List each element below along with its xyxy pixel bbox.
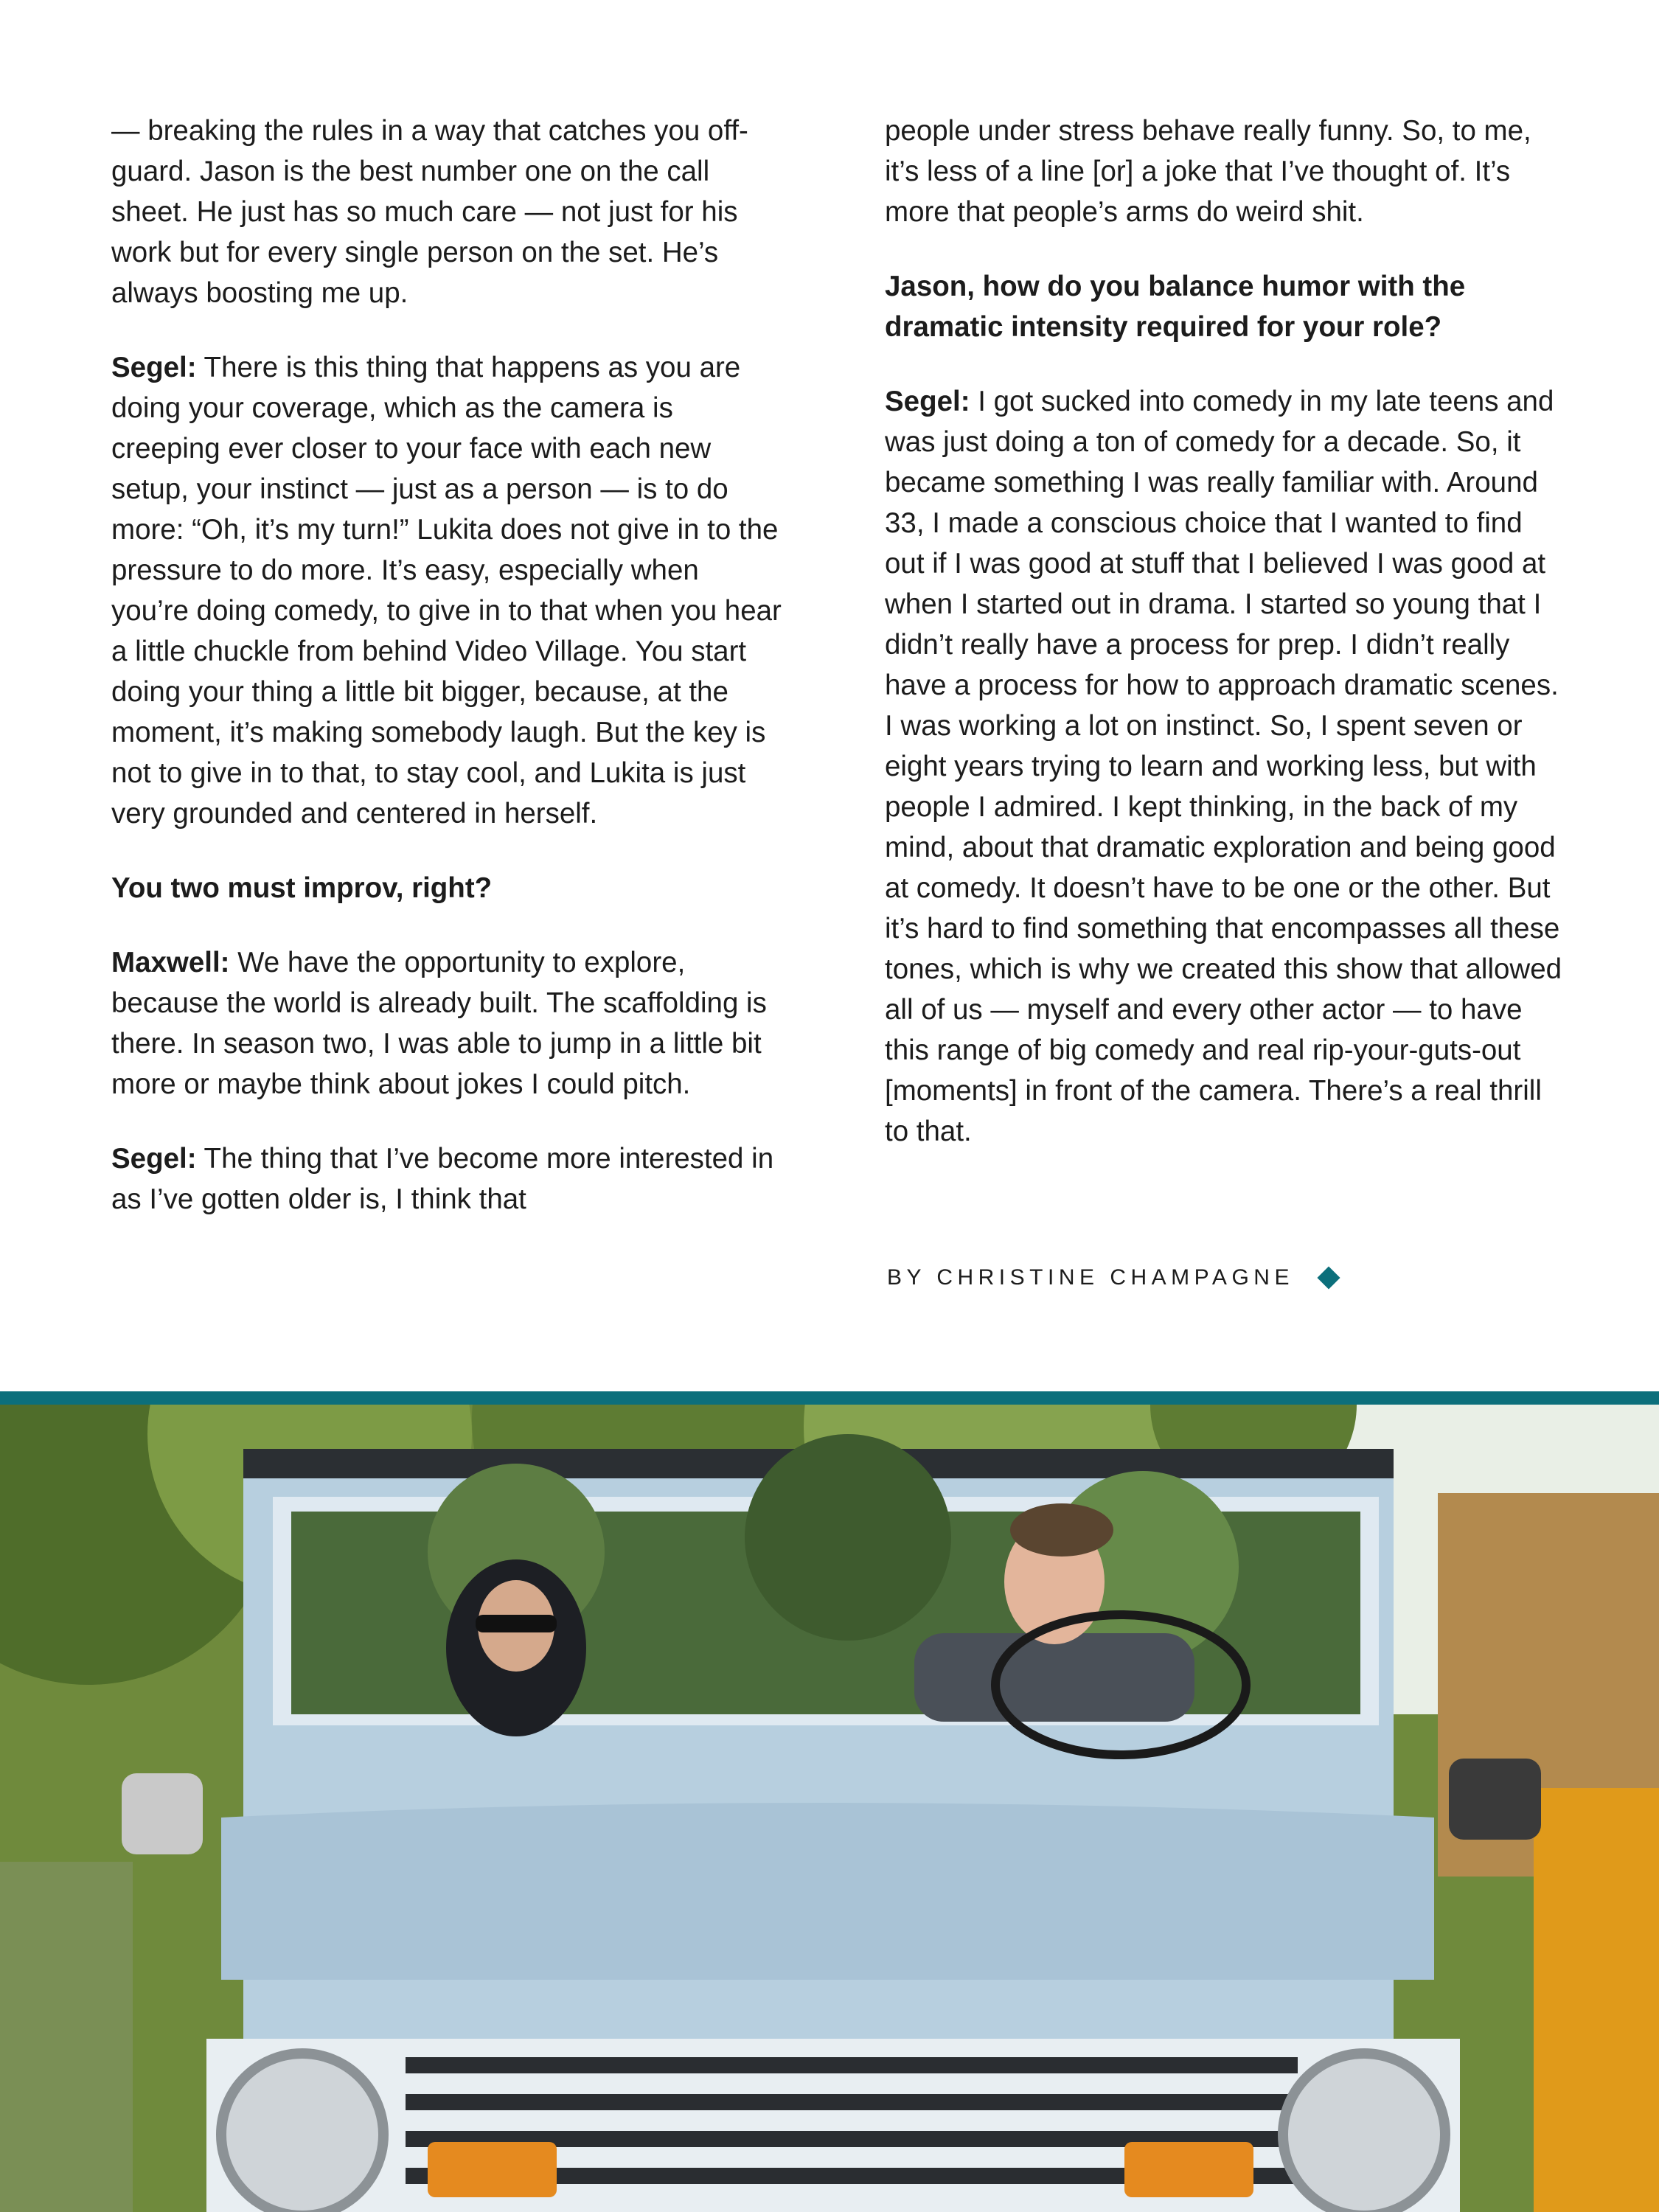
paragraph: people under stress behave really funny. So, to me, it’s less of a line [or] a joke that I’ve thought of. It’s more that people’s arms do weird shit. [885,115,1531,228]
paragraph [111,347,782,834]
right-column [885,111,1563,1186]
section-divider [0,1391,1659,1405]
answer-text: The thing that I’ve become more interested in as I’ve gotten older is, I think that [111,1143,774,1215]
diamond-icon [1317,1266,1340,1289]
speaker-label: Segel: [111,1143,197,1175]
paragraph [111,942,782,1105]
truck-photo-illustration [0,1405,1659,2212]
paragraph: — breaking the rules in a way that catches you off-guard. Jason is the best number one on the call sheet. He just has so much care — not just for his work but for every single person on the set. He’s always boosting me up. [111,115,748,309]
paragraph [111,1138,782,1220]
left-column [111,111,782,1253]
interview-question: You two must improv, right? [111,872,493,904]
answer-text: We have the opportunity to explore, because the world is already built. The scaffolding is there. In season two, I was able to jump in a little bit more or maybe think about jokes I could pitch. [111,947,767,1100]
answer-text: I got sucked into comedy in my late teens and was just doing a ton of comedy for a decade. So, it became something I was really familiar with. Around 33, I made a conscious choice that I wanted to find out if I was good at stuff that I believed I was good at when I started out in drama. I started so young that I didn’t really have a process for prep. I didn’t really have a process for how to approach dramatic scenes. I was working a lot on instinct. So, I spent seven or eight years trying to learn and working less, but with people I admired. I kept thinking, in the back of my mind, about that dramatic exploration and being good at comedy. It doesn’t have to be one or the other. But it’s hard to find something that encompasses all these tones, which is why we created this show that allowed all of us — myself and every other actor — to have this range of big comedy and real rip-your-guts-out [moments] in front of the camera. There’s a real thrill to that. [885,386,1562,1147]
speaker-label: Segel: [111,352,197,383]
byline [887,1265,1337,1290]
hero-photo [0,1405,1659,2212]
paragraph [885,381,1563,1152]
answer-text: There is this thing that happens as you are doing your coverage, which as the camera is creeping ever closer to your face with each new setup, your instinct — just as a person — is to do more: “Oh, it’s my turn!” Lukita does not give in to the pressure to do more. It’s easy, especially when you’re doing comedy, to give in to that when you hear a little chuckle from behind Video Village. You start doing your thing a little bit bigger, because, at the moment, it’s making somebody laugh. But the key is not to give in to that, to stay cool, and Lukita is just very grounded and centered in herself. [111,352,782,830]
speaker-label: Segel: [885,386,970,417]
speaker-label: Maxwell: [111,947,230,978]
interview-question: Jason, how do you balance humor with the dramatic intensity required for your role? [885,271,1466,343]
byline-text: BY CHRISTINE CHAMPAGNE [887,1265,1294,1290]
